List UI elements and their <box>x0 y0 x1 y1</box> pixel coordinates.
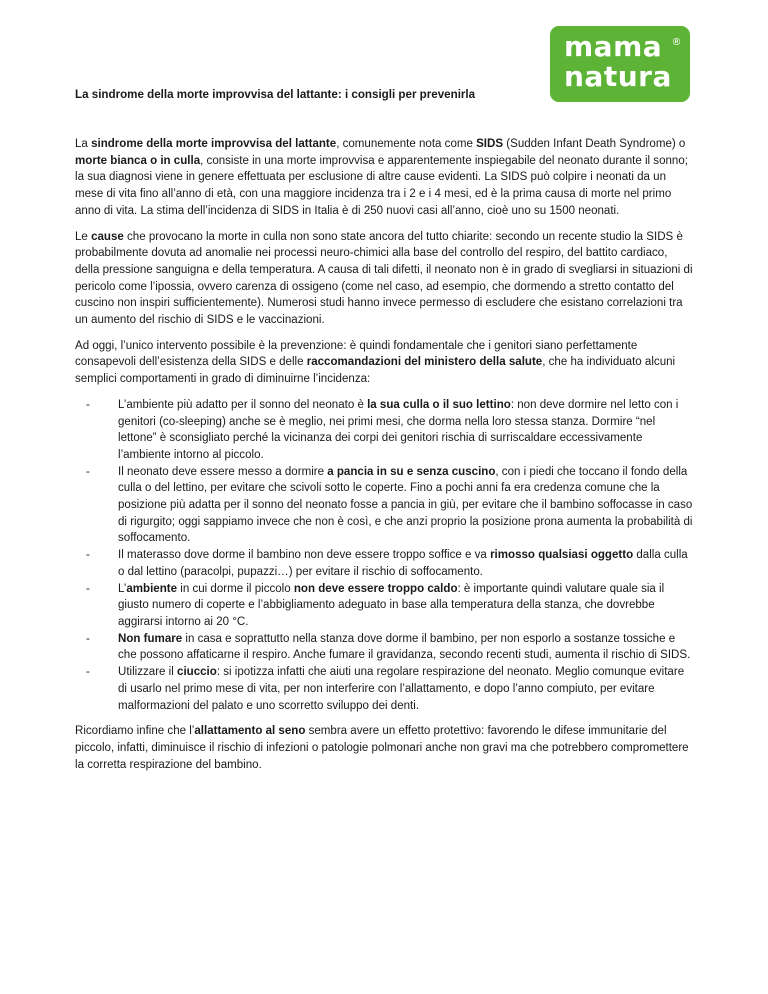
list-item: - Non fumare in casa e soprattutto nella stanza dove dorme il bambino, per non esporlo a sostanze tossiche e che possono affaticarne il respiro. Anche fumare il gravidanza, secondo recenti studi, aumenta il rischio di SIDS. <box>86 632 691 662</box>
paragraph-prevention: Ad oggi, l’unico intervento possibile è la prevenzione: è quindi fondamentale che i genitori siano perfettamente consapevoli dell’esistenza della SIDS e delle raccomandazioni del ministero della salute, che ha individuato alcuni semplici comportamenti in grado di diminuirne l’incidenza: <box>75 339 676 386</box>
recommendations-list <box>75 397 695 714</box>
mama-natura-logo <box>550 26 690 102</box>
list-item: - Utilizzare il ciuccio: si ipotizza infatti che aiuti una regolare respirazione del neonato. Meglio comunque evitare di usarlo nel primo mese di vita, per non interferire con l’allattamento, e dopo l’anno compiuto, per evitare malformazioni del palato e uno scorretto sviluppo dei denti. <box>86 666 685 712</box>
list-item: - L’ambiente più adatto per il sonno del neonato è la sua culla o il suo lettino: non deve dormire nel letto con i genitori (co-sleeping) anche se è meglio, nei primi mesi, che dorma nella loro stessa stanza. Dormire “nel lettone” è sconsigliato perché la vicinanza dei corpi dei genitori rischia di surriscaldare eccessivamente l’ambiente intorno al piccolo. <box>86 398 679 461</box>
list-item: - Il materasso dove dorme il bambino non deve essere troppo soffice e va rimosso qualsiasi oggetto dalla culla o dal lettino (paracolpi, pupazzi…) per evitare il rischio di soffocamento. <box>86 549 688 578</box>
document-title: La sindrome della morte improvvisa del lattante: i consigli per prevenirla <box>75 88 476 101</box>
list-item: - L’ambiente in cui dorme il piccolo non deve essere troppo caldo: è importante quindi valutare quale sia il giusto numero di coperte e l’abbigliamento adeguato in base alla temperatura della stanza, che dovrebbe aggirarsi intorno ai 20 °C. <box>86 582 665 628</box>
paragraph-intro: La sindrome della morte improvvisa del lattante, comunemente nota come SIDS (Sudden Infant Death Syndrome) o morte bianca o in culla, consiste in una morte improvvisa e apparentemente inspiegabile del neonato durante il sonno; la sua diagnosi viene in genere effettuata per esclusione di altre cause evidenti. La SIDS può colpire i neonati da un mese di vita fino all’anno di età, con una maggiore incidenza tra i 2 e i 4 mesi, ed è la prima causa di morte nel primo anno di vita. La stima dell’incidenza di SIDS in Italia è di 250 nuovi casi all’anno, cioè uno su 1500 neonati. <box>75 138 688 217</box>
list-item: - Il neonato deve essere messo a dormire a pancia in su e senza cuscino, con i piedi che toccano il fondo della culla o del lettino, per evitare che scivoli sotto le coperte. Fino a pochi anni fa era credenza comune che la posizione più adatta per il sonno del neonato fosse a pancia in giù, per evitare che il bambino soffocasse in caso di rigurgito; oggi sappiamo invece che non è così, e che anzi proprio la posizione prona aumenta la probabilità di soffocamento. <box>86 465 693 545</box>
paragraph-causes: Le cause che provocano la morte in culla non sono state ancora del tutto chiarite: secondo un recente studio la SIDS è probabilmente dovuta ad anomalie nei processi neuro-chimici alla base del controllo del respiro, del battito cardiaco, della pressione sanguigna e della temperatura. A causa di tali difetti, il neonato non è in grado di svegliarsi in situazioni di pericolo come l’ipossia, ovvero carenza di ossigeno (come nel caso, ad esempio, che dormendo a stretto contatto del cuscino non inspiri sufficientemente). Numerosi studi hanno invece permesso di escludere che esistano correlazioni tra un aumento del rischio di SIDS e le vaccinazioni. <box>75 230 693 327</box>
paragraph-breastfeeding: Ricordiamo infine che l’allattamento al seno sembra avere un effetto protettivo: favorendo le difese immunitarie del piccolo, infatti, diminuisce il rischio di infezioni o patologie polmonari anche non gravi ma che potrebbero compromettere la corretta respirazione del bambino. <box>75 725 689 771</box>
registered-mark: ® <box>671 37 682 48</box>
document-body <box>75 136 695 782</box>
logo-line-1: mama <box>564 30 663 63</box>
logo-line-2: natura <box>564 60 672 93</box>
